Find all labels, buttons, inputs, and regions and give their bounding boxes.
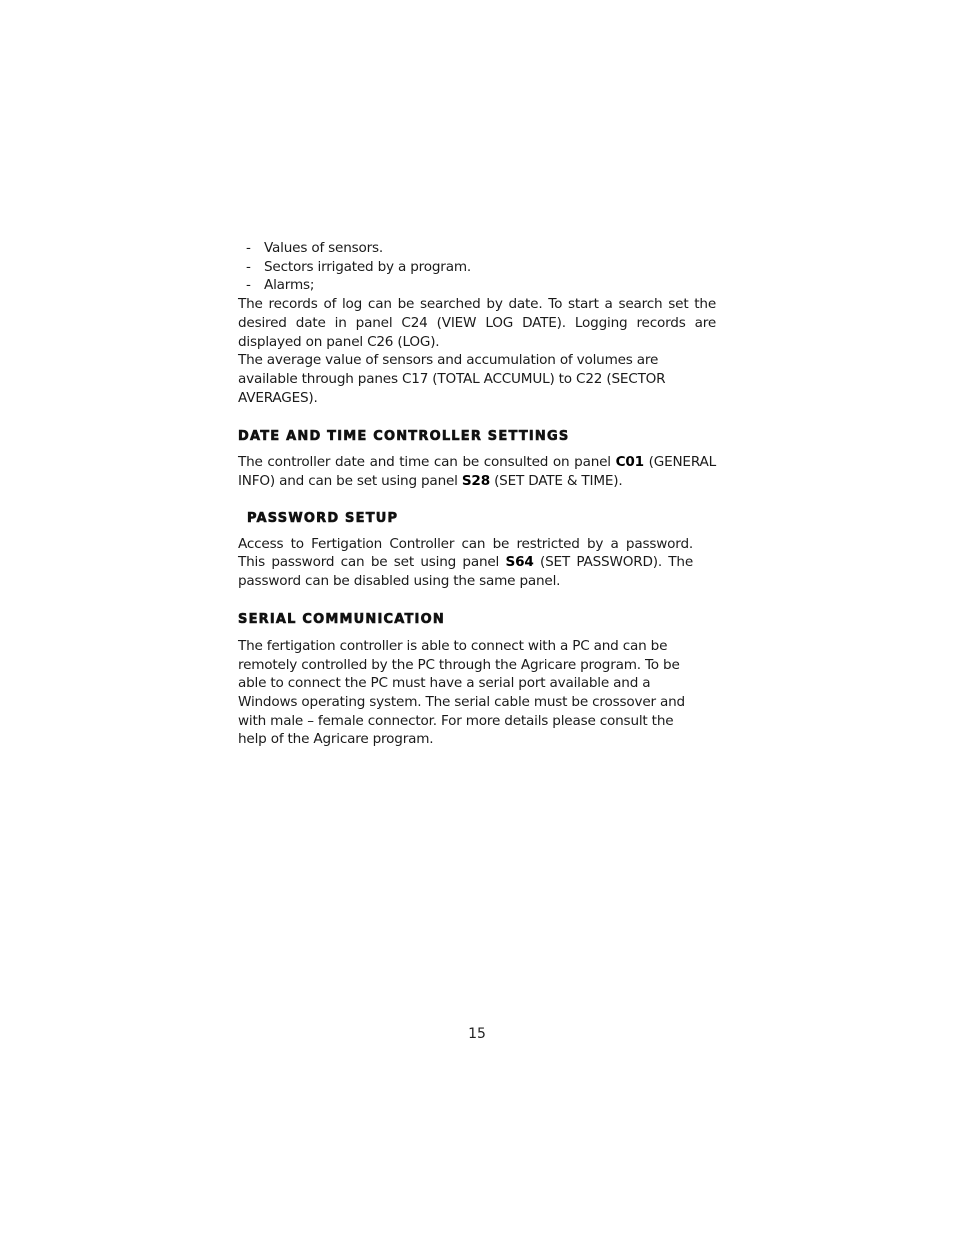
list-item: - Sectors irrigated by a program. bbox=[246, 258, 471, 275]
list-item: - Alarms; bbox=[246, 277, 315, 294]
panel-code: C01 bbox=[615, 454, 644, 471]
list-dash: - bbox=[246, 240, 251, 256]
date-time-paragraph: The controller date and time can be consulted on panel C01 (GENERAL INFO) and can be set using panel S28 (SET DATE & TIME). bbox=[238, 454, 716, 490]
list-dash: - bbox=[246, 277, 251, 294]
panel-code: S28 bbox=[461, 473, 490, 490]
serial-paragraph: The fertigation controller is able to connect with a PC and can be remotely controlled by the PC through the Agricare program. To be able to connect the PC must have a serial port available and a Windows operating system. The serial cable must be crossover and with male – female connector. For more details please consult the help of the Agricare program. bbox=[238, 637, 685, 748]
serial-heading: SERIAL COMMUNICATION bbox=[238, 611, 445, 627]
averages-paragraph: The average value of sensors and accumulation of volumes are available through panes C17 (TOTAL ACCUMUL) to C22 (SECTOR AVERAGES). bbox=[238, 352, 666, 406]
list-item: - Values of sensors. bbox=[246, 240, 384, 256]
password-paragraph: Access to Fertigation Controller can be restricted by a password. This password can be set using panel S64 (SET PASSWORD). The password can be disabled using the same panel. bbox=[238, 535, 693, 590]
date-time-heading: DATE AND TIME CONTROLLER SETTINGS bbox=[238, 429, 570, 445]
list-dash: - bbox=[246, 258, 251, 275]
page-number: 15 bbox=[468, 1026, 486, 1042]
bullet-list bbox=[238, 239, 716, 295]
log-search-paragraph: The records of log can be searched by date. To start a search set the desired date in panel C24 (VIEW LOG DATE). Logging records are displayed on panel C26 (LOG). bbox=[238, 296, 716, 350]
panel-code: S64 bbox=[505, 554, 534, 571]
page-content bbox=[238, 239, 716, 749]
password-heading: PASSWORD SETUP bbox=[247, 510, 399, 526]
